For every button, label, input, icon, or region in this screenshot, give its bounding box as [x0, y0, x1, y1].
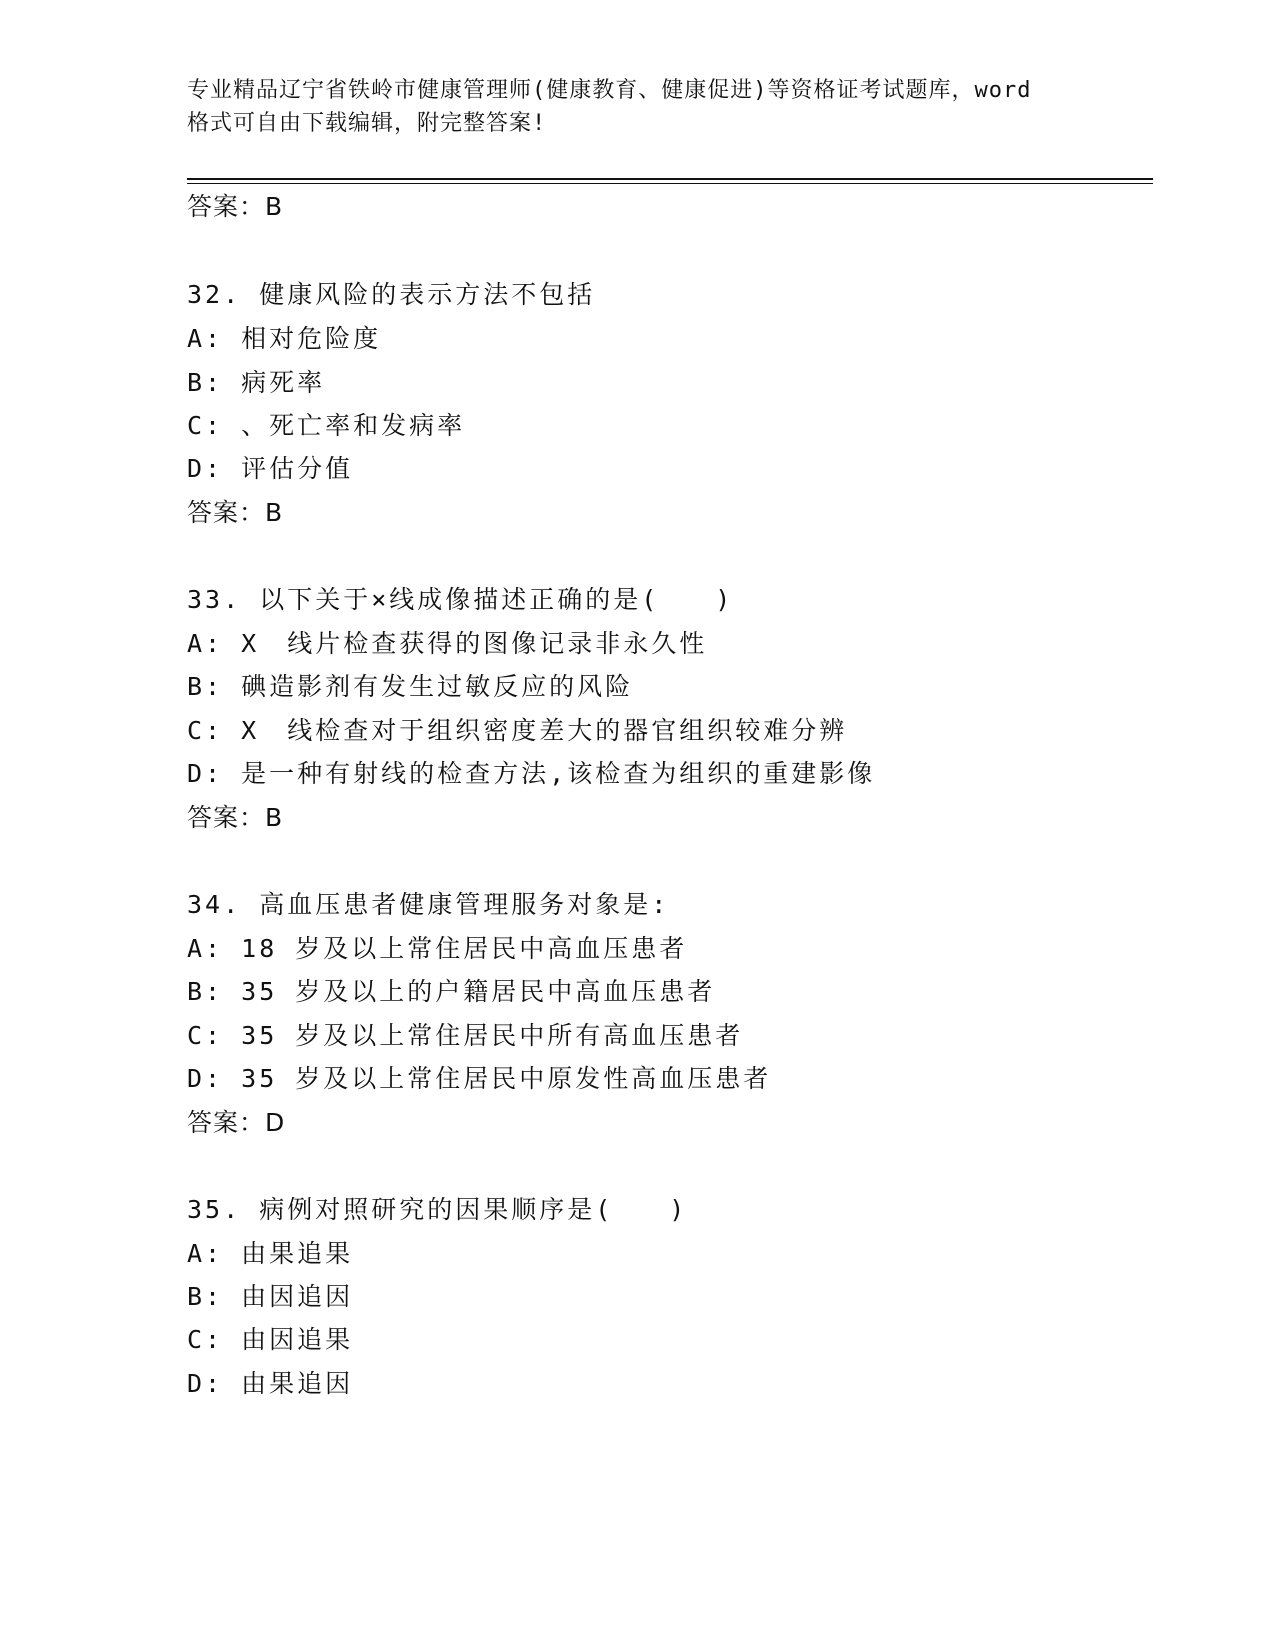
question-32-answer: 答案：B — [187, 498, 284, 527]
question-34-option-a: A: 18 岁及以上常住居民中高血压患者 — [187, 934, 688, 963]
question-33-option-d: D: 是一种有射线的检查方法,该检查为组织的重建影像 — [187, 759, 876, 788]
question-34-option-c: C: 35 岁及以上常住居民中所有高血压患者 — [187, 1021, 744, 1050]
header-line-2: 格式可自由下载编辑，附完整答案! — [187, 111, 547, 136]
question-33-option-c: C: X 线检查对于组织密度差大的器官组织较难分辨 — [187, 716, 848, 745]
question-35-option-d: D: 由果追因 — [187, 1369, 354, 1398]
previous-answer: 答案：B — [187, 192, 284, 221]
question-34-option-b: B: 35 岁及以上的户籍居民中高血压患者 — [187, 977, 716, 1006]
question-33-option-b: B: 碘造影剂有发生过敏反应的风险 — [187, 672, 634, 701]
question-32-option-b: B: 病死率 — [187, 368, 326, 397]
document-header — [187, 74, 1087, 140]
question-35-option-b: B: 由因追因 — [187, 1282, 354, 1311]
question-35-option-a: A: 由果追果 — [187, 1239, 354, 1268]
question-33-stem: 33. 以下关于×线成像描述正确的是( ) — [187, 585, 734, 614]
question-32-option-a: A: 相对危险度 — [187, 324, 382, 353]
question-32-option-d: D: 评估分值 — [187, 454, 354, 483]
question-32-stem: 32. 健康风险的表示方法不包括 — [187, 280, 596, 309]
header-rule-thick — [187, 178, 1153, 180]
question-33-answer: 答案：B — [187, 803, 284, 832]
question-34-stem: 34. 高血压患者健康管理服务对象是: — [187, 890, 670, 919]
header-line-1: 专业精品辽宁省铁岭市健康管理师(健康教育、健康促进)等资格证考试题库，word — [187, 78, 1032, 103]
question-35-option-c: C: 由因追果 — [187, 1325, 354, 1354]
question-33-option-a: A: X 线片检查获得的图像记录非永久性 — [187, 629, 708, 658]
question-34-option-d: D: 35 岁及以上常住居民中原发性高血压患者 — [187, 1064, 772, 1093]
question-32-option-c: C: 、死亡率和发病率 — [187, 411, 466, 440]
question-34-answer: 答案：D — [187, 1108, 286, 1137]
question-35-stem: 35. 病例对照研究的因果顺序是( ) — [187, 1195, 688, 1224]
header-rule-thin — [187, 183, 1153, 184]
